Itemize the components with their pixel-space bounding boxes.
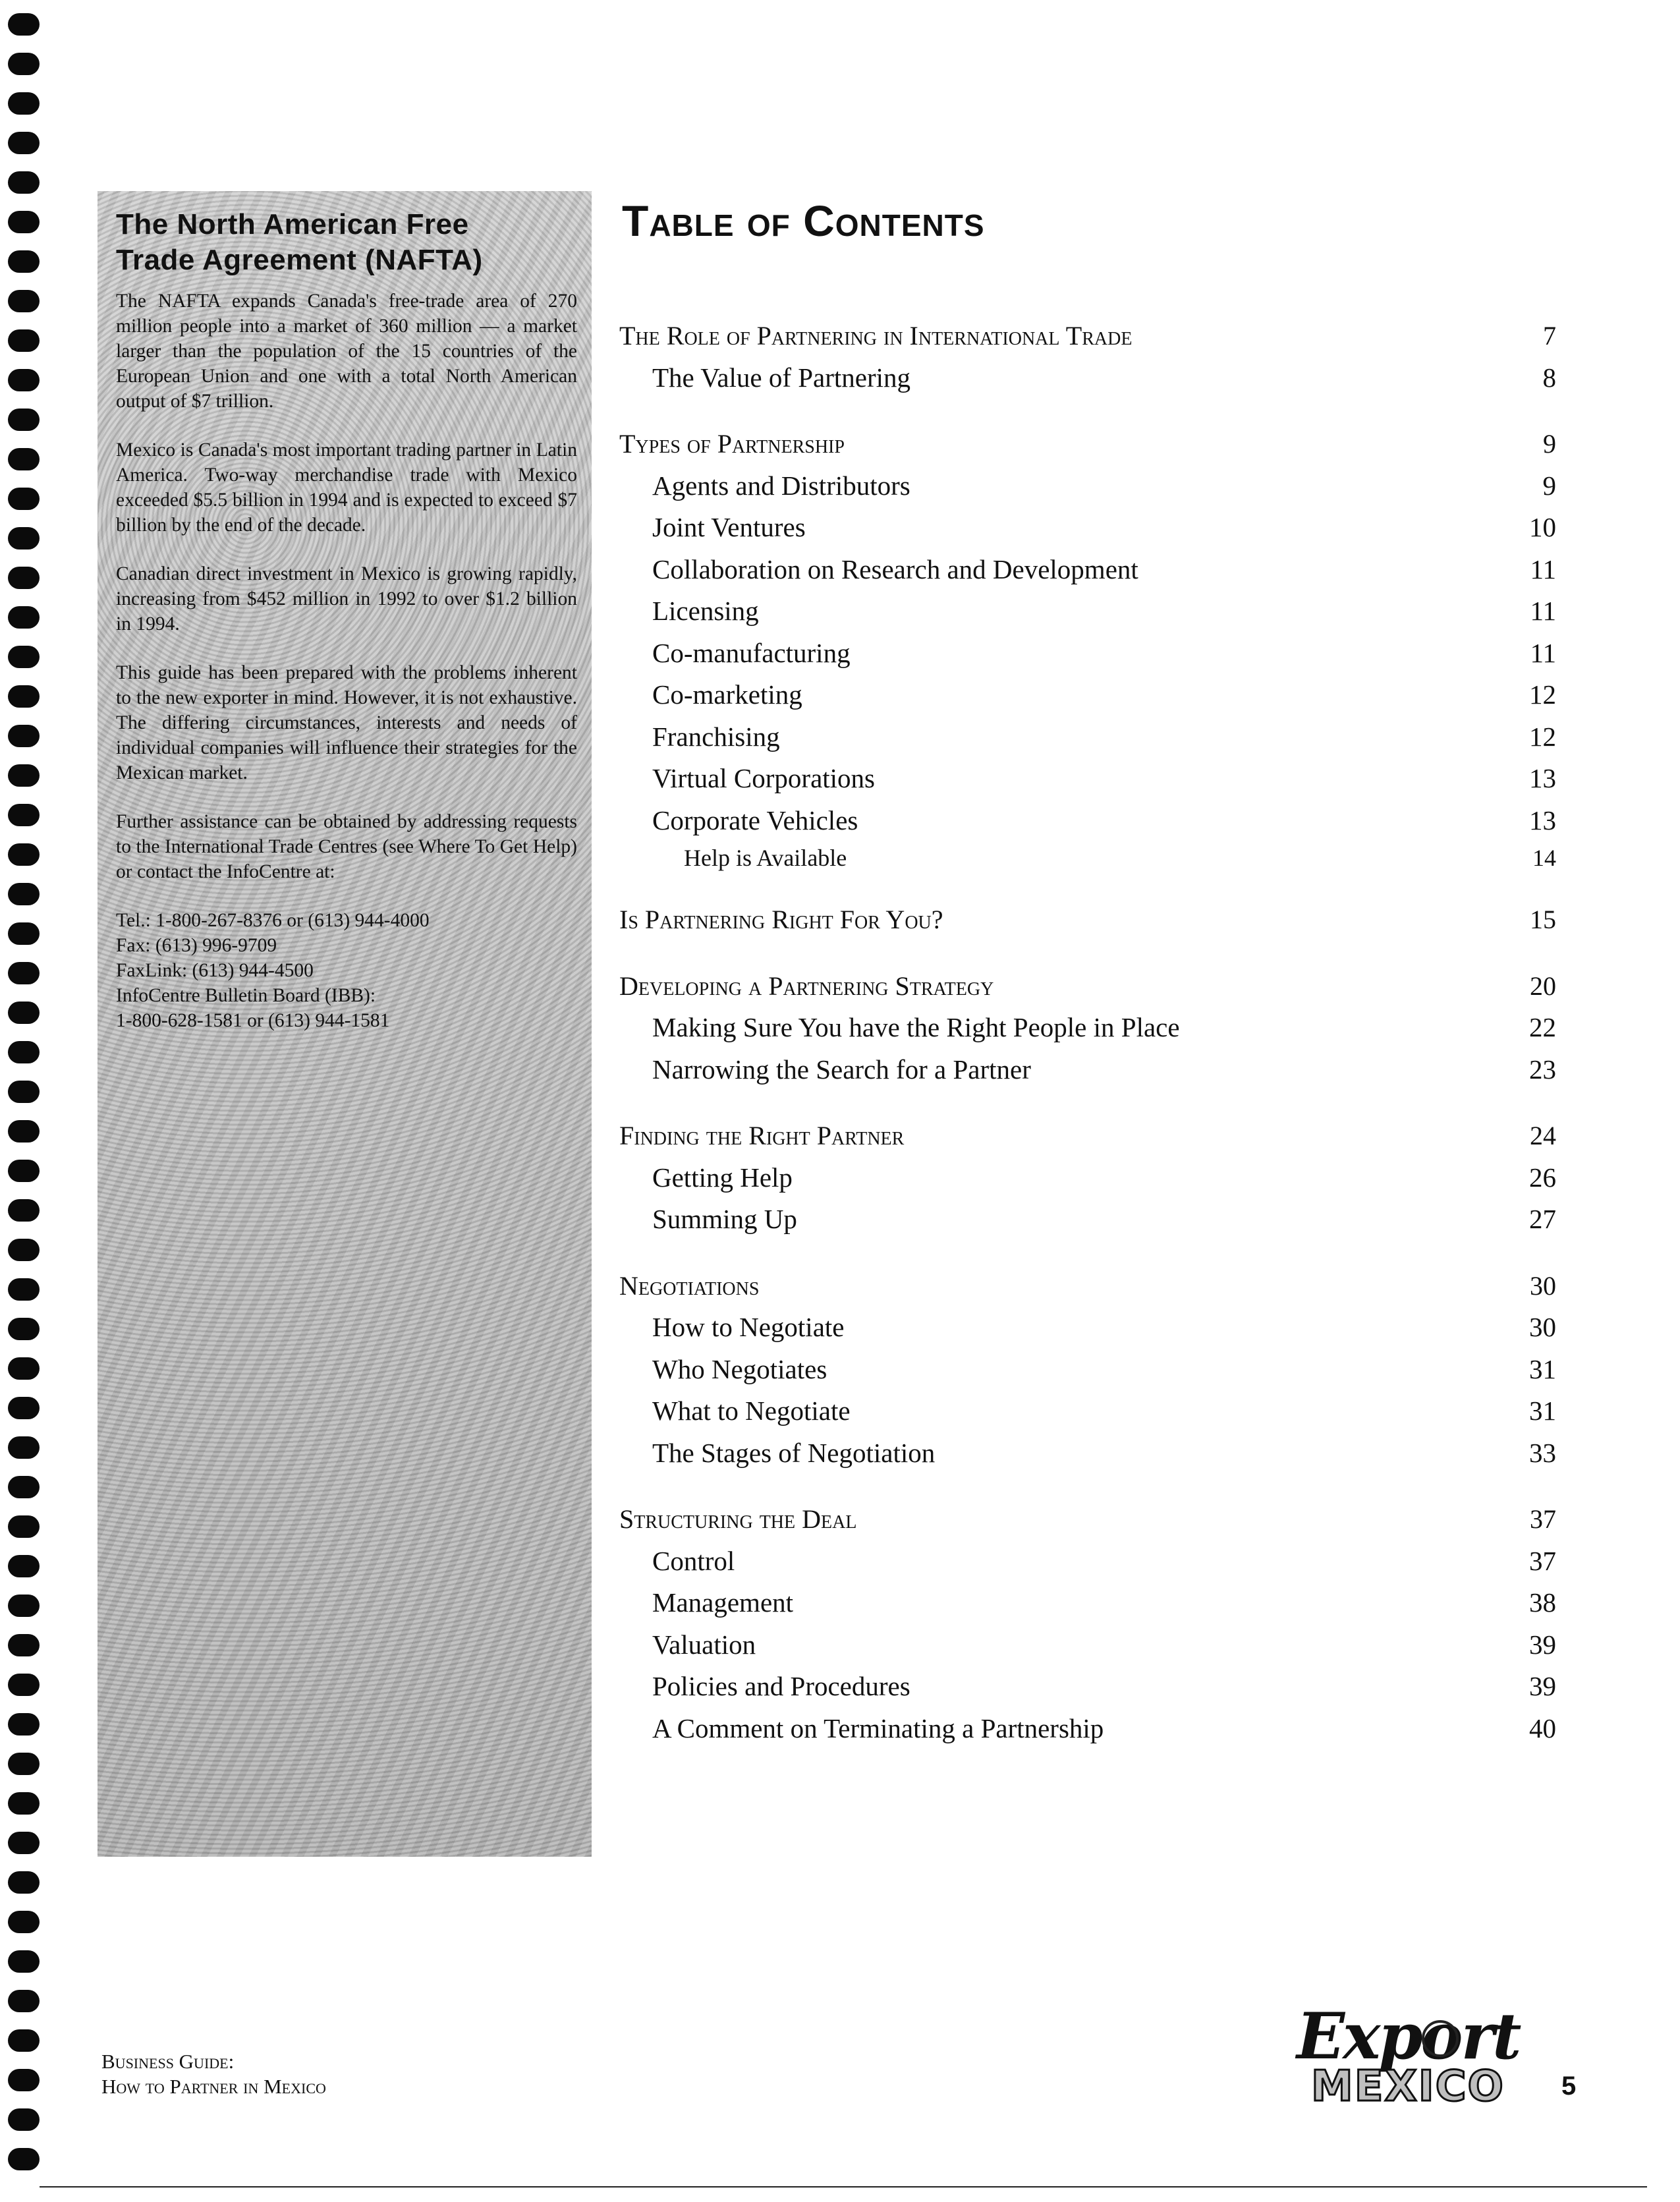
toc-entry-page: 10 — [1529, 512, 1556, 542]
sidebar-paragraph: Mexico is Canada's most important trading partner in Latin America. Two-way merchandise trade with Mexico exceeded $5.5 billion in 1994 and is expected to exceed $7 billion by the end of the decade. — [116, 439, 577, 536]
toc-section-title — [619, 1115, 1556, 1157]
toc-entry-page: 12 — [1529, 679, 1556, 710]
binding-hole — [8, 843, 40, 866]
sidebar-title — [116, 207, 577, 278]
binding-hole — [8, 1950, 40, 1973]
binding-hole — [8, 13, 40, 36]
binding-hole — [8, 804, 40, 826]
binding-hole — [8, 764, 40, 787]
toc-entry-label: Negotiations — [619, 1270, 760, 1301]
toc-entry-label: Corporate Vehicles — [652, 805, 858, 835]
toc-entry-page: 11 — [1530, 596, 1556, 626]
binding-hole — [8, 1120, 40, 1143]
binding-hole — [8, 1397, 40, 1419]
toc-entry-page: 20 — [1530, 971, 1556, 1001]
toc-entry-page: 11 — [1530, 637, 1556, 668]
logo-info-circle-icon — [1422, 2020, 1459, 2057]
binding-hole — [8, 2108, 40, 2131]
toc-entry-page: 15 — [1530, 905, 1556, 934]
toc-section-title — [619, 423, 1556, 465]
binding-hole — [8, 962, 40, 984]
sidebar-paragraph: The NAFTA expands Canada's free-trade area of 270 million people into a market of 360 million — a market larger than the population of the 15 countries of the European Union and one with a total North American output of $7 trillion. — [116, 291, 577, 412]
toc-section — [619, 1265, 1556, 1475]
guide-title-line1: Business Guide: — [101, 2050, 235, 2073]
toc-entry-page: 14 — [1532, 845, 1556, 871]
toc-entry-label: Is Partnering Right For You? — [619, 905, 943, 934]
toc-item — [619, 1007, 1556, 1049]
toc-entry-label: What to Negotiate — [652, 1396, 851, 1426]
toc-item — [619, 1157, 1556, 1199]
toc-entry-label: Virtual Corporations — [652, 763, 876, 793]
toc-entry-label: Finding the Right Partner — [619, 1121, 905, 1150]
binding-hole — [8, 1911, 40, 1933]
binding-hole — [8, 1278, 40, 1301]
toc-entry-label: Who Negotiates — [652, 1353, 827, 1384]
toc-entry-page: 13 — [1529, 763, 1556, 793]
binding-hole — [8, 1871, 40, 1894]
binding-hole — [8, 92, 40, 115]
toc-entry-page: 27 — [1529, 1204, 1556, 1234]
sidebar-paragraph: Canadian direct investment in Mexico is growing rapidly, increasing from $452 million in 1992 to over $1.2 billion in 1994. — [116, 563, 577, 635]
toc-item — [619, 1307, 1556, 1349]
toc-item — [619, 1432, 1556, 1475]
toc-item — [619, 1624, 1556, 1666]
toc-section-title — [619, 965, 1556, 1007]
toc-entry-page: 9 — [1543, 429, 1556, 459]
binding-hole — [8, 646, 40, 668]
binding-hole — [8, 2029, 40, 2052]
contact-info — [116, 908, 577, 1033]
toc-entry-page: 7 — [1543, 321, 1556, 351]
toc-heading: Table of Contents — [622, 196, 985, 245]
toc-entry-label: Agents and Distributors — [652, 470, 910, 501]
page-number: 5 — [1561, 2072, 1577, 2101]
binding-hole — [8, 1239, 40, 1261]
toc-item — [619, 800, 1556, 842]
binding-hole — [8, 369, 40, 391]
binding-hole — [8, 1792, 40, 1815]
binding-hole — [8, 527, 40, 550]
binding-hole — [8, 883, 40, 905]
binding-hole — [8, 250, 40, 273]
table-of-contents — [619, 315, 1556, 1774]
toc-entry-page: 31 — [1529, 1396, 1556, 1426]
binding-hole — [8, 685, 40, 708]
toc-entry-label: Developing a Partnering Strategy — [619, 971, 994, 1001]
toc-entry-label: Summing Up — [652, 1204, 797, 1234]
binding-hole — [8, 290, 40, 312]
toc-entry-page: 11 — [1530, 553, 1556, 584]
toc-entry-label: Co-manufacturing — [652, 637, 851, 668]
toc-item — [619, 357, 1556, 399]
toc-item — [619, 716, 1556, 758]
toc-section-title — [619, 315, 1556, 357]
toc-entry-label: Help is Available — [684, 845, 847, 871]
toc-entry-page: 33 — [1529, 1437, 1556, 1468]
toc-item — [619, 549, 1556, 591]
toc-entry-label: Licensing — [652, 596, 759, 626]
binding-hole — [8, 1634, 40, 1656]
toc-section — [619, 423, 1556, 874]
binding-hole — [8, 1199, 40, 1222]
toc-entry-page: 23 — [1529, 1054, 1556, 1085]
toc-entry-label: Joint Ventures — [652, 512, 806, 542]
binding-hole — [8, 448, 40, 470]
toc-entry-page: 31 — [1529, 1353, 1556, 1384]
nafta-sidebar — [98, 191, 592, 1857]
binding-hole — [8, 1674, 40, 1696]
contact-tel: Tel.: 1-800-267-8376 or (613) 944-4000 — [116, 910, 430, 931]
contact-faxlink: FaxLink: (613) 944-4500 — [116, 960, 314, 981]
toc-entry-page: 37 — [1530, 1504, 1556, 1534]
toc-entry-label: Franchising — [652, 721, 780, 752]
binding-hole — [8, 606, 40, 629]
sidebar-title-line1: The North American Free — [116, 208, 469, 240]
toc-entry-label: Structuring the Deal — [619, 1504, 857, 1534]
toc-item — [619, 1582, 1556, 1624]
binding-hole — [8, 53, 40, 75]
toc-item — [619, 1540, 1556, 1583]
toc-section — [619, 315, 1556, 399]
sidebar-paragraph: This guide has been prepared with the problems inherent to the new exporter in mind. However, it is not exhaustive. The differing circumstances, interests and needs of individual companies will influence their strategies for the Mexican market. — [116, 662, 577, 783]
guide-title-line2: How to Partner in Mexico — [101, 2075, 326, 2098]
binding-hole — [8, 2148, 40, 2170]
toc-item — [619, 507, 1556, 549]
toc-entry-label: A Comment on Terminating a Partnership — [652, 1712, 1104, 1743]
sidebar-title-line2: Trade Agreement (NAFTA) — [116, 244, 483, 276]
toc-item — [619, 633, 1556, 675]
toc-entry-page: 12 — [1529, 721, 1556, 752]
logo-word-mexico: MEXICO — [1311, 2062, 1505, 2111]
toc-section — [619, 1498, 1556, 1749]
toc-entry-page: 40 — [1529, 1712, 1556, 1743]
toc-item — [619, 590, 1556, 633]
binding-hole — [8, 1160, 40, 1182]
toc-entry-label: Policies and Procedures — [652, 1671, 910, 1701]
binding-hole — [8, 1041, 40, 1063]
toc-item — [619, 1349, 1556, 1391]
binding-hole — [8, 1476, 40, 1498]
spiral-binding — [8, 13, 45, 2188]
toc-section — [619, 899, 1556, 941]
logo-script-text: Export — [1297, 1999, 1520, 2074]
toc-item — [619, 674, 1556, 716]
toc-entry-page: 39 — [1529, 1671, 1556, 1701]
toc-entry-label: Co-marketing — [652, 679, 802, 710]
toc-section-title — [619, 899, 1556, 941]
toc-item — [619, 1390, 1556, 1432]
toc-entry-label: Making Sure You have the Right People in Place — [652, 1012, 1180, 1042]
toc-item — [619, 758, 1556, 800]
binding-hole — [8, 1595, 40, 1617]
binding-hole — [8, 1318, 40, 1340]
binding-hole — [8, 1436, 40, 1459]
binding-hole — [8, 329, 40, 352]
toc-entry-page: 9 — [1542, 470, 1556, 501]
sidebar-paragraph: Further assistance can be obtained by addressing requests to the International Trade Centres (see Where To Get Help) or contact the InfoCentre at: — [116, 811, 577, 882]
toc-entry-label: Types of Partnership — [619, 429, 845, 459]
toc-entry-page: 8 — [1542, 362, 1556, 393]
toc-entry-page: 13 — [1529, 805, 1556, 835]
toc-item — [619, 1049, 1556, 1091]
binding-hole — [8, 725, 40, 747]
binding-hole — [8, 1515, 40, 1538]
toc-entry-page: 37 — [1529, 1545, 1556, 1576]
toc-entry-label: The Role of Partnering in International Trade — [619, 321, 1133, 351]
toc-section — [619, 965, 1556, 1091]
toc-entry-page: 38 — [1529, 1587, 1556, 1618]
binding-hole — [8, 171, 40, 194]
binding-hole — [8, 922, 40, 945]
toc-entry-label: Valuation — [652, 1629, 756, 1660]
binding-hole — [8, 132, 40, 154]
toc-subitem — [619, 841, 1556, 874]
binding-hole — [8, 1081, 40, 1103]
binding-hole — [8, 1990, 40, 2012]
binding-hole — [8, 1555, 40, 1577]
binding-hole — [8, 488, 40, 510]
toc-item — [619, 1666, 1556, 1708]
toc-entry-page: 39 — [1529, 1629, 1556, 1660]
toc-section-title — [619, 1265, 1556, 1307]
contact-ibb-numbers: 1-800-628-1581 or (613) 944-1581 — [116, 1010, 390, 1031]
binding-hole — [8, 211, 40, 233]
contact-ibb-label: InfoCentre Bulletin Board (IBB): — [116, 985, 376, 1006]
toc-section-title — [619, 1498, 1556, 1540]
toc-entry-page: 26 — [1529, 1162, 1556, 1193]
export-mexico-logo — [1290, 1999, 1520, 2119]
toc-entry-label: The Stages of Negotiation — [652, 1437, 936, 1468]
binding-hole — [8, 2069, 40, 2091]
contact-fax: Fax: (613) 996-9709 — [116, 935, 277, 956]
toc-entry-label: Collaboration on Research and Development — [652, 553, 1138, 584]
toc-entry-label: Control — [652, 1545, 735, 1576]
toc-entry-label: Management — [652, 1587, 794, 1618]
toc-item — [619, 1708, 1556, 1750]
toc-entry-page: 30 — [1530, 1270, 1556, 1301]
toc-entry-page: 22 — [1529, 1012, 1556, 1042]
binding-hole — [8, 1713, 40, 1736]
toc-entry-page: 30 — [1529, 1312, 1556, 1342]
binding-hole — [8, 567, 40, 589]
bottom-rule — [40, 2186, 1647, 2188]
toc-entry-label: The Value of Partnering — [652, 362, 911, 393]
binding-hole — [8, 1753, 40, 1775]
toc-entry-label: Getting Help — [652, 1162, 793, 1193]
toc-entry-label: Narrowing the Search for a Partner — [652, 1054, 1031, 1085]
binding-hole — [8, 1832, 40, 1854]
binding-hole — [8, 409, 40, 431]
binding-hole — [8, 1002, 40, 1024]
toc-entry-label: How to Negotiate — [652, 1312, 845, 1342]
toc-item — [619, 1199, 1556, 1241]
toc-item — [619, 465, 1556, 507]
toc-section — [619, 1115, 1556, 1241]
guide-title — [101, 2049, 326, 2099]
binding-hole — [8, 1357, 40, 1380]
toc-entry-page: 24 — [1530, 1121, 1556, 1150]
